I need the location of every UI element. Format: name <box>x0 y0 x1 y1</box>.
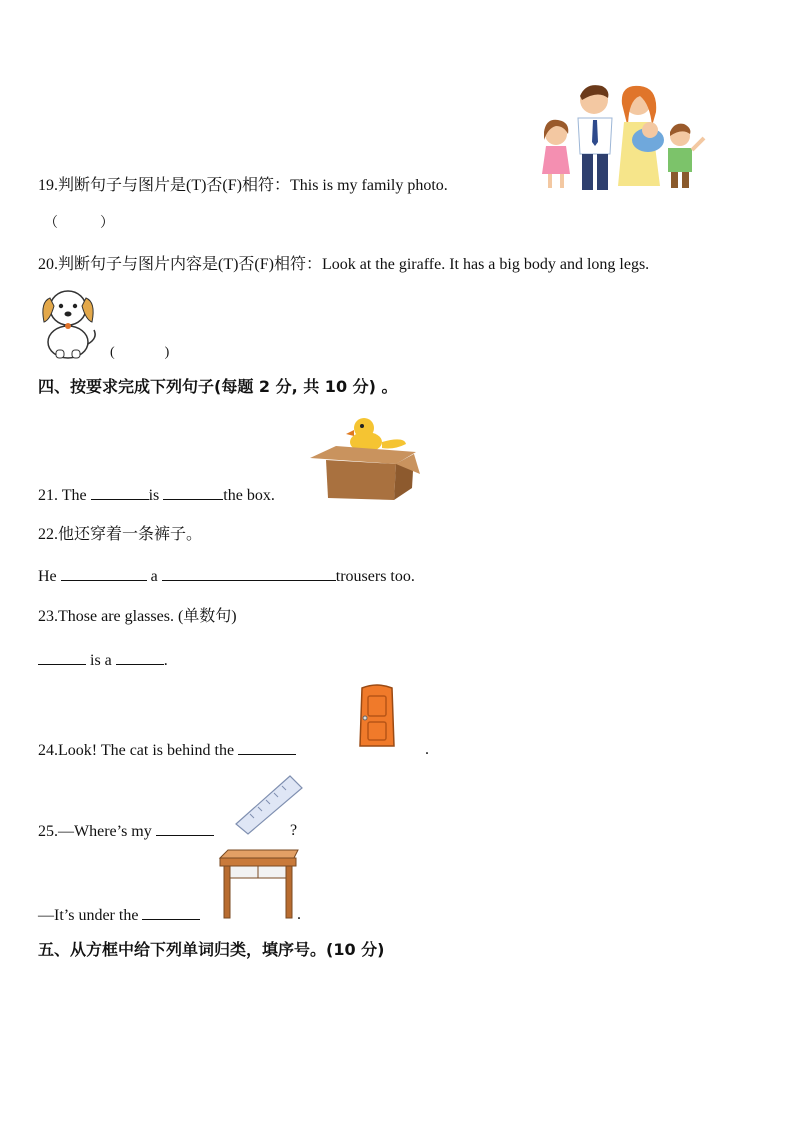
question-24 <box>38 740 296 761</box>
answer-bracket-19[interactable] <box>44 212 114 232</box>
answer-blank-21b[interactable] <box>163 485 223 500</box>
question-25-period: . <box>297 906 301 923</box>
q22-text-1: He <box>38 568 57 585</box>
question-19: 19.判断句子与图片是(T)否(F)相符：This is my family photo. <box>38 177 448 194</box>
q22-text-2: a <box>150 568 158 585</box>
answer-blank-22a[interactable] <box>61 566 147 581</box>
section-5-title: 五、从方框中给下列单词归类，填序号。(10 分) <box>38 940 385 959</box>
question-22 <box>38 566 415 587</box>
answer-blank-22b[interactable] <box>162 566 336 581</box>
answer-blank-25b[interactable] <box>142 905 200 920</box>
girl-figure <box>542 120 570 188</box>
q21-text-3: the box. <box>223 487 275 504</box>
duck-in-box-picture <box>306 414 422 502</box>
mother-figure <box>618 86 664 186</box>
question-21 <box>38 485 275 506</box>
q21-text-1: 21. The <box>38 487 87 504</box>
answer-blank-21a[interactable] <box>91 485 149 500</box>
q23-text-2: . <box>163 652 168 669</box>
bracket-close: ) <box>164 345 170 360</box>
answer-blank-23b[interactable] <box>116 650 164 665</box>
bracket-open: ( <box>110 345 115 360</box>
dog-picture <box>38 284 100 360</box>
family-picture <box>536 82 712 194</box>
boy-figure <box>668 124 704 188</box>
question-25b <box>38 905 200 926</box>
bracket-open: （ <box>44 216 58 231</box>
question-20: 20.判断句子与图片内容是(T)否(F)相符：Look at the giraffe. It has a big body and long legs. <box>38 256 650 273</box>
answer-blank-23a[interactable] <box>38 650 86 665</box>
q24-text-1: 24.Look! The cat is behind the <box>38 742 235 759</box>
question-25-question-mark: ? <box>290 822 298 839</box>
question-25a <box>38 821 214 842</box>
answer-blank-25a[interactable] <box>156 821 214 836</box>
q25-text-1: 25.—Where’s my <box>38 823 152 840</box>
q23-text-1: is a <box>90 652 112 669</box>
desk-picture <box>218 848 300 920</box>
question-23 <box>38 650 168 671</box>
question-22-prompt: 22.他还穿着一条裤子。 <box>38 526 203 543</box>
answer-blank-24[interactable] <box>238 740 296 755</box>
q21-text-2: is <box>148 487 160 504</box>
bracket-close: ） <box>100 216 114 231</box>
question-24-period: . <box>425 741 429 758</box>
q22-text-3: trousers too. <box>335 568 415 585</box>
answer-bracket-20[interactable] <box>110 345 169 361</box>
q25-text-3: —It’s under the <box>38 907 139 924</box>
question-23-prompt: 23.Those are glasses. (单数句) <box>38 608 237 625</box>
door-picture <box>356 684 398 750</box>
father-figure <box>578 85 612 190</box>
section-4-title: 四、按要求完成下列句子(每题 2 分, 共 10 分) 。 <box>38 377 398 396</box>
